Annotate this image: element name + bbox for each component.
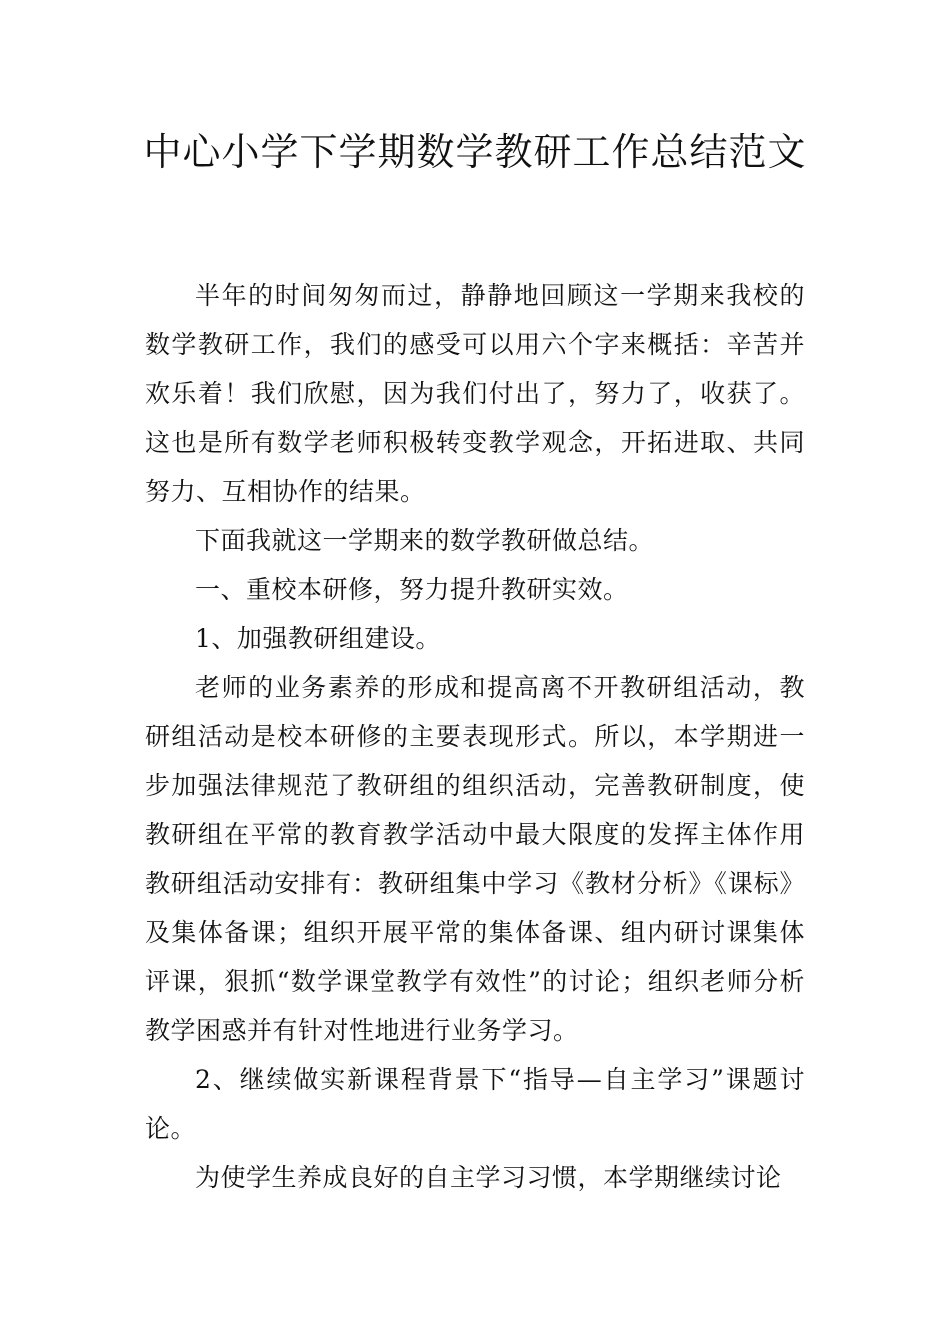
paragraph-summary-lead: 下面我就这一学期来的数学教研做总结。	[195, 526, 655, 555]
document-title: 中心小学下学期数学教研工作总结范文	[143, 130, 807, 174]
section-heading-1: 一、重校本研修，努力提升教研实效。	[195, 575, 629, 604]
paragraph-self-learning: 为使学生养成良好的自主学习习惯，本学期继续讨论	[195, 1163, 782, 1192]
paragraph-teaching-group: 老师的业务素养的形成和提高离不开教研组活动，教研组活动是校本研修的主要表现形式。所以，本学期进一步加强法律规范了教研组的组织活动，完善教研制度，使教研组在平常的教育教学活动中最大限度的发挥主体作用教研组活动安排有：教研组集中学习《教材分析》《课标》及集体备课；组织开展平常的集体备课、组内研讨课集体评课，狠抓“数学课堂教学有效性”的讨论；组织老师分析教学困惑并有针对性地进行业务学习。	[145, 673, 805, 1045]
subsection-heading-2: 2、继续做实新课程背景下“指导—自主学习”课题讨论。	[145, 1065, 805, 1143]
document-body	[145, 271, 805, 1202]
paragraph-intro: 半年的时间匆匆而过，静静地回顾这一学期来我校的数学教研工作，我们的感受可以用六个字来概括：辛苦并欢乐着！我们欣慰，因为我们付出了，努力了，收获了。这也是所有数学老师积极转变教学观念，开拓进取、共同努力、互相协作的结果。	[145, 281, 805, 506]
subsection-heading-1: 1、加强教研组建设。	[195, 624, 441, 653]
